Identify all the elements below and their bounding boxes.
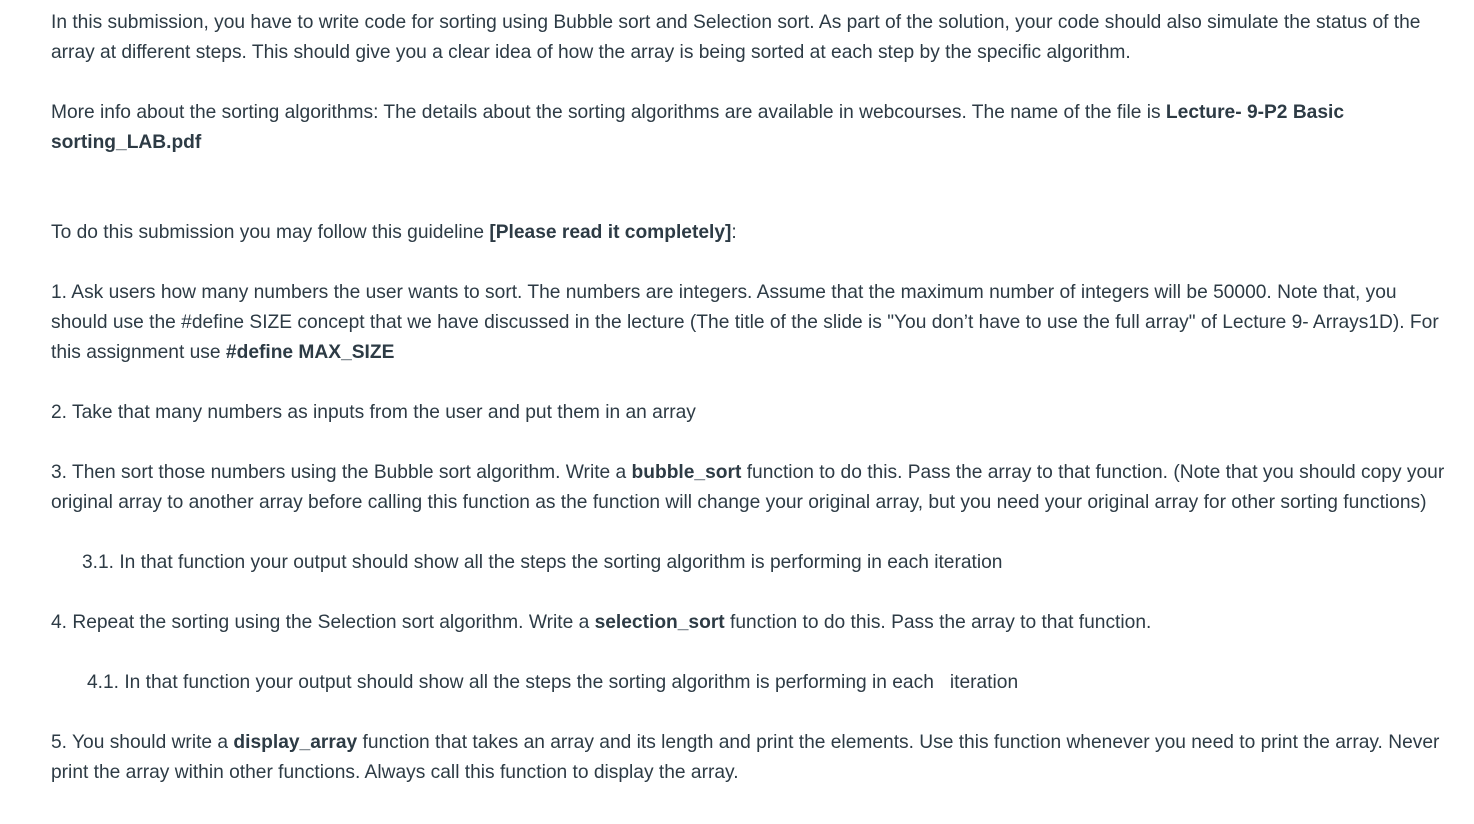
step-4-prefix: 4. Repeat the sorting using the Selection sort algorithm. Write a	[51, 612, 595, 633]
bubble-sort-function-name: bubble_sort	[631, 462, 742, 483]
step-3	[51, 458, 1451, 518]
spacer	[51, 368, 1451, 398]
guideline-text: To do this submission you may follow this guideline	[51, 222, 490, 243]
selection-sort-function-name: selection_sort	[594, 612, 725, 633]
more-info-text: More info about the sorting algorithms: The details about the sorting algorithms are available in webcourses. The name of the file is	[51, 102, 1166, 123]
step-4-suffix: function to do this. Pass the array to that function.	[724, 612, 1152, 633]
step-2-text: 2. Take that many numbers as inputs from the user and put them in an array	[51, 402, 696, 423]
step-5	[51, 728, 1451, 788]
spacer	[51, 248, 1451, 278]
spacer	[51, 428, 1451, 458]
step-5-suffix: function that takes an array and its length and print the elements. Use this function whenever you need to print the array. Never print the array within other functions. Always call this function to display the array.	[51, 732, 1440, 783]
step-5-prefix: 5. You should write a	[51, 732, 234, 753]
guideline-suffix: :	[731, 222, 737, 243]
more-info-paragraph	[51, 98, 1451, 158]
spacer	[51, 698, 1451, 728]
step-4-1	[51, 668, 1451, 698]
step-2	[51, 398, 1451, 428]
step-1	[51, 278, 1451, 368]
spacer	[51, 68, 1451, 98]
step-4-1-text: 4.1. In that function your output should show all the steps the sorting algorithm is performing in each iteration	[87, 672, 1019, 693]
intro-paragraph	[51, 8, 1451, 68]
intro-text: In this submission, you have to write code for sorting using Bubble sort and Selection sort. As part of the solution, your code should also simulate the status of the array at different steps. This should give you a clear idea of how the array is being sorted at each step by the specific algorithm.	[51, 12, 1421, 63]
spacer	[51, 518, 1451, 548]
step-3-1	[51, 548, 1451, 578]
step-3-suffix: function to do this. Pass the array to that function. (Note that you should copy your original array to another array before calling this function as the function will change your original array, but you need your original array for other sorting functions)	[51, 462, 1445, 513]
spacer	[51, 158, 1451, 218]
lecture-file-name: Lecture- 9-P2 Basic sorting_LAB.pdf	[51, 102, 1345, 153]
step-4	[51, 608, 1451, 638]
step-1-code: #define MAX_SIZE	[225, 342, 395, 363]
step-3-1-text: 3.1. In that function your output should show all the steps the sorting algorithm is performing in each iteration	[82, 552, 1003, 573]
assignment-document	[51, 8, 1451, 788]
guideline-emphasis: [Please read it completely]	[489, 222, 732, 243]
step-1-text: 1. Ask users how many numbers the user wants to sort. The numbers are integers. Assume that the maximum number of integers will be 50000. Note that, you should use the #define SIZE concept that we have discussed in the lecture (The title of the slide is "You don’t have to use the full array" of Lecture 9- Arrays1D). For this assignment use	[51, 282, 1439, 363]
guideline-paragraph	[51, 218, 1451, 248]
display-array-function-name: display_array	[233, 732, 358, 753]
spacer	[51, 578, 1451, 608]
spacer	[51, 638, 1451, 668]
step-3-prefix: 3. Then sort those numbers using the Bubble sort algorithm. Write a	[51, 462, 632, 483]
